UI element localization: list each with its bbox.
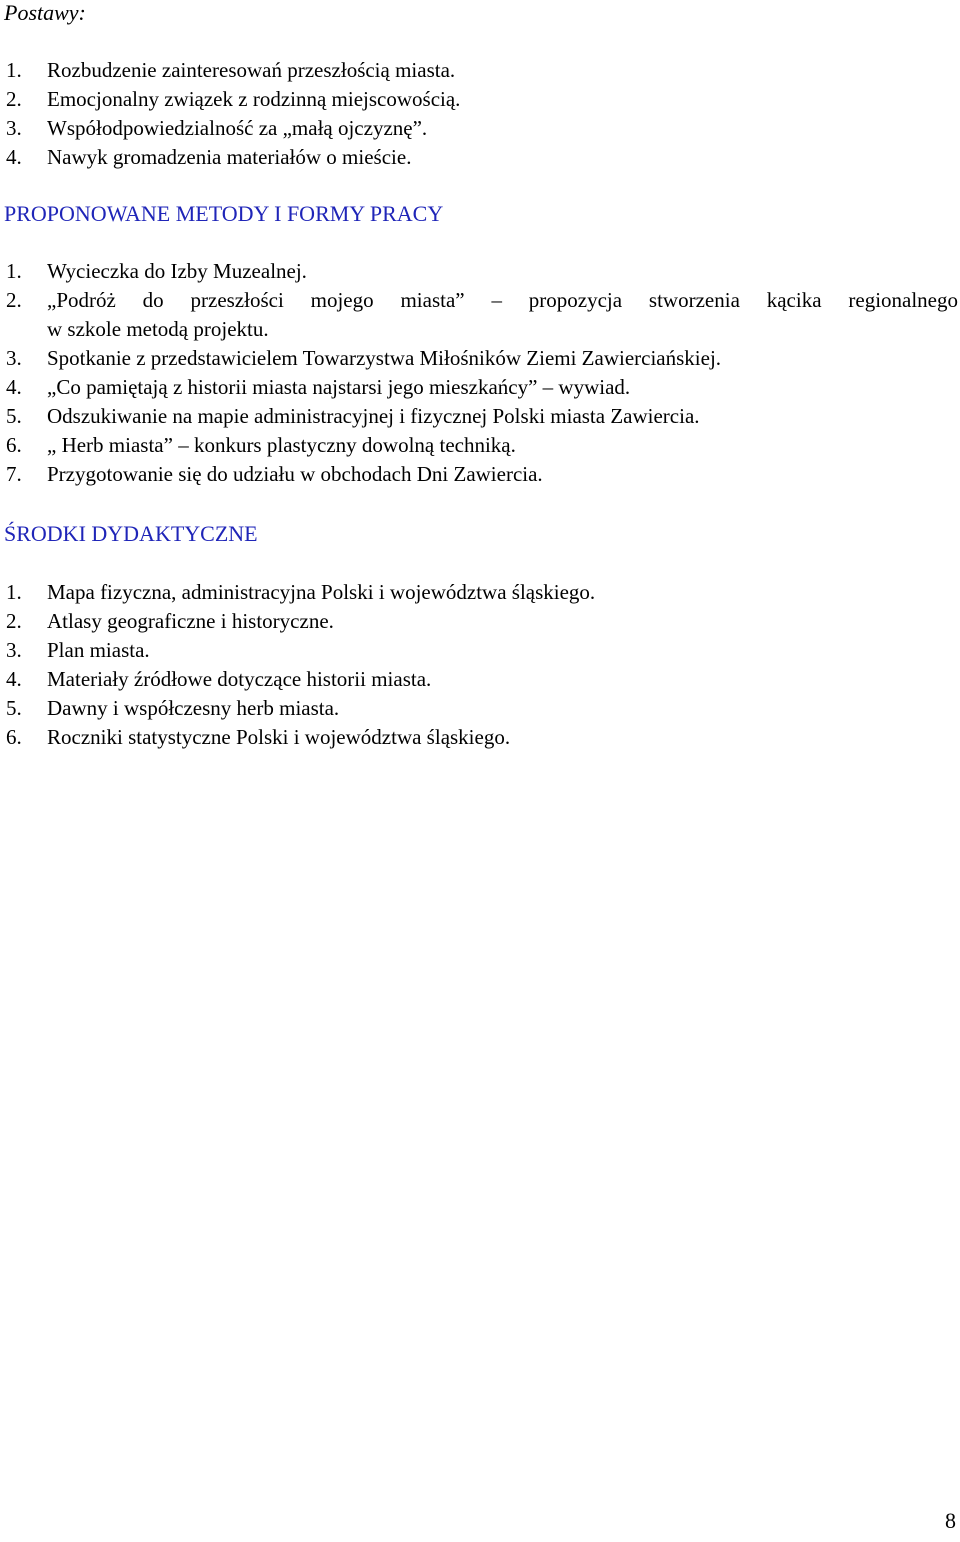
list-number: 7. [6,462,22,486]
list-item [0,578,958,607]
list-item [0,85,958,114]
list-text: Rozbudzenie zainteresowań przeszłością miasta. [47,58,456,82]
list-number: 4. [6,375,22,399]
postawy-heading: Postawy: [4,0,86,25]
list-item [0,257,958,286]
list-item [0,373,958,402]
list-item [0,665,958,694]
list-number: 1. [6,259,22,283]
list-number: 5. [6,696,22,720]
list-number: 6. [6,433,22,457]
list-text: Spotkanie z przedstawicielem Towarzystwa Miłośników Ziemi Zawierciańskiej. [47,346,722,370]
list-number: 2. [6,87,22,111]
list-item [0,431,958,460]
list-text: Mapa fizyczna, administracyjna Polski i województwa śląskiego. [47,580,596,604]
list-number: 4. [6,145,22,169]
page-number: 8 [945,1508,956,1533]
list-text: Dawny i współczesny herb miasta. [47,696,340,720]
list-text: „Co pamiętają z historii miasta najstarsi jego mieszkańcy” – wywiad. [47,375,631,399]
list-item [0,143,958,172]
list-text: Emocjonalny związek z rodzinną miejscowością. [47,87,461,111]
list-item [0,56,958,85]
list-text-line: „Podróż do przeszłości mojego miasta” – propozycja stworzenia kącika regionalnego [47,288,958,312]
srodki-heading: ŚRODKI DYDAKTYCZNE [4,521,258,546]
list-item [0,344,958,373]
list-number: 6. [6,725,22,749]
list-text: Plan miasta. [47,638,150,662]
list-number: 2. [6,288,22,312]
list-number: 4. [6,667,22,691]
list-item [0,402,958,431]
list-text: „ Herb miasta” – konkurs plastyczny dowolną techniką. [47,433,516,457]
list-number: 2. [6,609,22,633]
list-text: Materiały źródłowe dotyczące historii miasta. [47,667,432,691]
list-item [0,460,958,489]
list-item [0,286,958,344]
list-text: Wycieczka do Izby Muzealnej. [47,259,307,283]
metody-heading: PROPONOWANE METODY I FORMY PRACY [4,201,444,226]
list-number: 3. [6,116,22,140]
postawy-list [0,56,958,172]
list-item [0,607,958,636]
list-text: Atlasy geograficzne i historyczne. [47,609,334,633]
list-item [0,723,958,752]
list-text: Nawyk gromadzenia materiałów o mieście. [47,145,412,169]
list-number: 1. [6,58,22,82]
list-text-line: w szkole metodą projektu. [47,317,269,341]
list-number: 3. [6,638,22,662]
list-text: Przygotowanie się do udziału w obchodach Dni Zawiercia. [47,462,543,486]
srodki-list [0,578,958,752]
metody-list [0,257,958,489]
list-number: 5. [6,404,22,428]
list-item [0,694,958,723]
list-number: 1. [6,580,22,604]
list-text: Roczniki statystyczne Polski i województwa śląskiego. [47,725,511,749]
list-item [0,636,958,665]
list-number: 3. [6,346,22,370]
list-text: Współodpowiedzialność za „małą ojczyznę”. [47,116,428,140]
list-item [0,114,958,143]
list-text: Odszukiwanie na mapie administracyjnej i fizycznej Polski miasta Zawiercia. [47,404,700,428]
